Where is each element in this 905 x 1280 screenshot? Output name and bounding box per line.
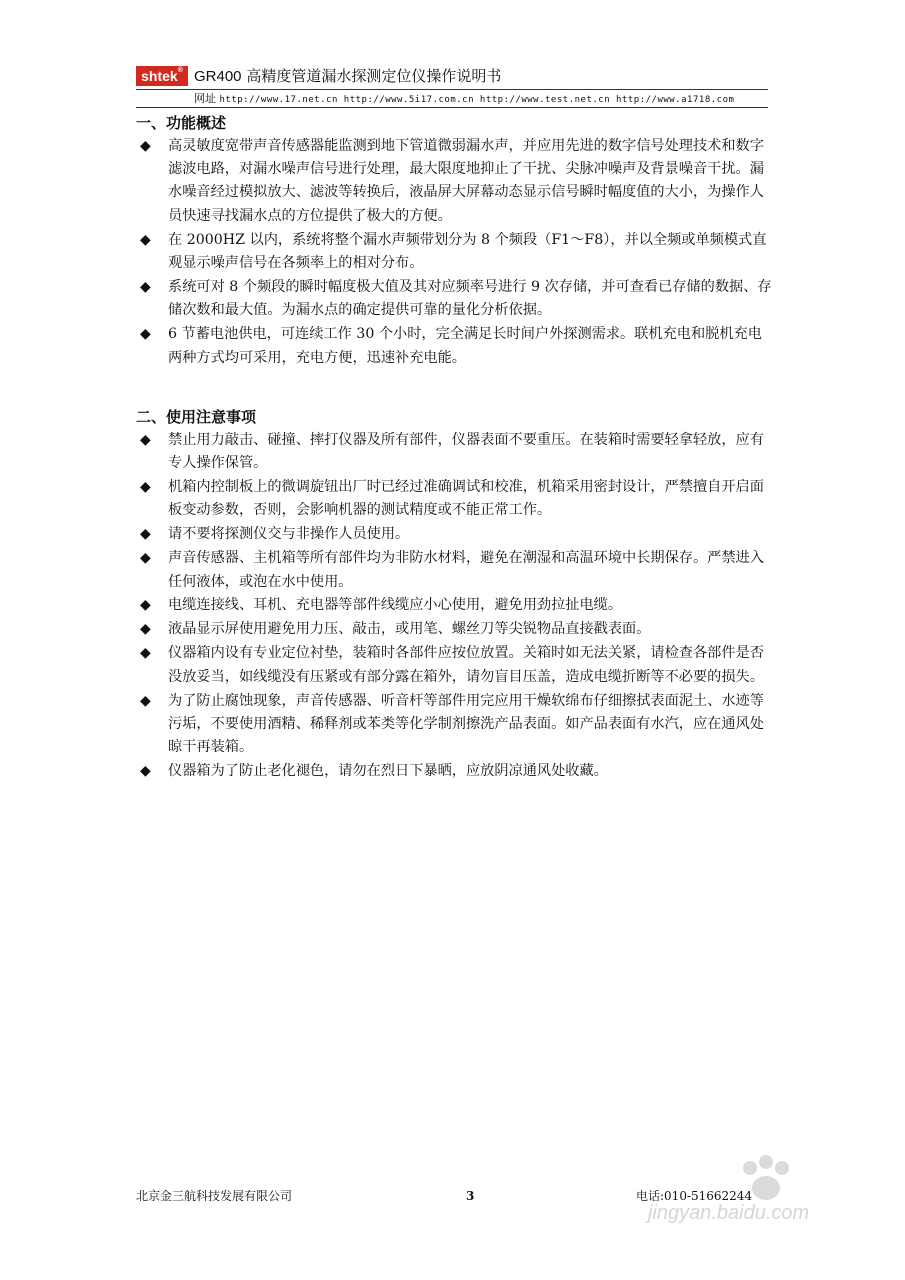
precautions-list bbox=[136, 429, 776, 784]
list-item: ◆ 系统可对 8 个频段的瞬时幅度极大值及其对应频率号进行 9 次存储，并可查看已存储的数据、存储次数和最大值。为漏水点的确定提供可靠的量化分析依据。 bbox=[136, 276, 776, 323]
baidu-watermark bbox=[640, 1150, 880, 1270]
url-list: http://www.17.net.cn http://www.5i17.com.cn http://www.test.net.cn http://www.a1718.com bbox=[219, 95, 735, 105]
header-rule-bottom bbox=[136, 107, 768, 108]
list-item: ◆ 在 2000HZ 以内，系统将整个漏水声频带划分为 8 个频段（F1～F8），并以全频或单频模式直观显示噪声信号在各频率上的相对分布。 bbox=[136, 229, 776, 276]
list-item: ◆ 仪器箱内设有专业定位衬垫，装箱时各部件应按位放置。关箱时如无法关紧，请检查各部件是否没放妥当，如线缆没有压紧或有部分露在箱外，请勿盲目压盖，造成电缆折断等不必要的损失。 bbox=[136, 642, 776, 689]
list-item: ◆ 仪器箱为了防止老化褪色，请勿在烈日下暴晒，应放阴凉通风处收藏。 bbox=[136, 760, 776, 783]
url-line: 网址 http://www.17.net.cn http://www.5i17.com.cn http://www.test.net.cn http://www.a1718.com bbox=[194, 92, 735, 105]
model-number: GR400 bbox=[194, 68, 242, 85]
list-item: ◆ 禁止用力敲击、碰撞、摔打仪器及所有部件，仪器表面不要重压。在装箱时需要轻拿轻放，应有专人操作保管。 bbox=[136, 429, 776, 476]
page-number: 3 bbox=[466, 1189, 475, 1203]
title-text: 高精度管道漏水探测定位仪操作说明书 bbox=[246, 67, 502, 85]
list-item: ◆ 高灵敏度宽带声音传感器能监测到地下管道微弱漏水声，并应用先进的数字信号处理技术和数字滤波电路，对漏水噪声信号进行处理，最大限度地抑止了干扰、尖脉冲噪声及背景噪音干扰。漏水噪音经过模拟放大、滤波等转换后，液晶屏大屏幕动态显示信号瞬时幅度值的大小，为操作人员快速寻找漏水点的方位提供了极大的方便。 bbox=[136, 135, 776, 229]
list-item: ◆ 液晶显示屏使用避免用力压、敲击，或用笔、螺丝刀等尖锐物品直接戳表面。 bbox=[136, 618, 776, 641]
list-item: ◆ 声音传感器、主机箱等所有部件均为非防水材料，避免在潮湿和高温环境中长期保存。严禁进入任何液体，或泡在水中使用。 bbox=[136, 547, 776, 594]
list-item: ◆ 为了防止腐蚀现象，声音传感器、听音杆等部件用完应用干燥软绵布仔细擦拭表面泥土、水迹等污垢，不要使用酒精、稀释剂或苯类等化学制剂擦洗产品表面。如产品表面有水汽，应在通风处晾干再装箱。 bbox=[136, 690, 776, 760]
company-name: 北京金三航科技发展有限公司 bbox=[136, 1189, 293, 1203]
overview-list bbox=[136, 135, 776, 371]
paw-logo-icon bbox=[640, 1150, 880, 1210]
list-item: ◆ 6 节蓄电池供电，可连续工作 30 个小时，完全满足长时间户外探测需求。联机充电和脱机充电两种方式均可采用，充电方便，迅速补充电能。 bbox=[136, 323, 776, 370]
watermark-text: jingyan.baidu.com bbox=[648, 1202, 810, 1224]
document-title bbox=[194, 66, 501, 87]
header-rule bbox=[136, 89, 768, 90]
list-item: ◆ 请不要将探测仪交与非操作人员使用。 bbox=[136, 523, 776, 546]
section-title-overview: 一、功能概述 bbox=[136, 114, 227, 132]
phone-number: 电话:010-51662244 bbox=[636, 1189, 753, 1203]
document-body bbox=[136, 112, 776, 784]
list-item: ◆ 机箱内控制板上的微调旋钮出厂时已经过准确调试和校准，机箱采用密封设计，严禁擅自开启面板变动参数，否则，会影响机器的测试精度或不能正常工作。 bbox=[136, 476, 776, 523]
section-title-precautions: 二、使用注意事项 bbox=[136, 408, 257, 427]
list-item: ◆ 电缆连接线、耳机、充电器等部件线缆应小心使用，避免用劲拉扯电缆。 bbox=[136, 594, 776, 617]
brand-logo: shtek® bbox=[136, 66, 188, 86]
